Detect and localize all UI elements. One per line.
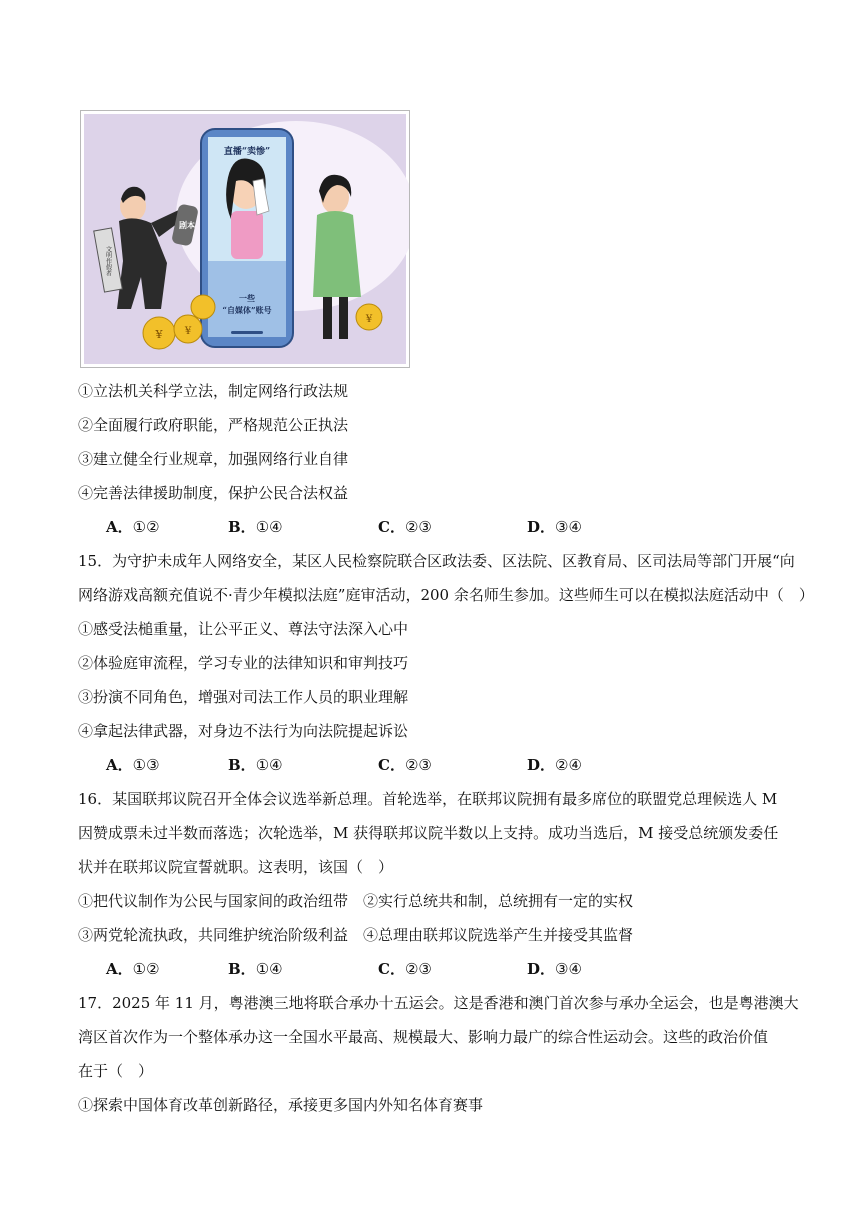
q16-options [106,959,666,979]
q16-option-b[interactable]: B．①④ [228,960,283,978]
phone-top-text: 直播“卖惨” [223,147,271,157]
q15-option-b[interactable]: B．①④ [228,756,283,774]
q15-item-2: ②体验庭审流程，学习专业的法律知识和审判技巧 [78,654,409,672]
q16-items-row-1: ①把代议制作为公民与国家间的政治纽带 ②实行总统共和制，总统拥有一定的实权 [78,892,634,910]
money-symbol: ¥ [184,326,192,337]
q16-option-c[interactable]: C．②③ [378,960,432,978]
q16-stem-line-1: 16．某国联邦议院召开全体会议选举新总理。首轮选举，在联邦议院拥有最多席位的联盟党总理候选人 M [78,790,778,808]
q16-option-a[interactable]: A．①② [106,960,160,978]
q15-stem-line-1: 15．为守护未成年人网络安全，某区人民检察院联合区政法委、区法院、区教育局、区司法局等部门开展“向 [78,552,795,570]
q17-stem-line-3: 在于（ ） [78,1062,154,1080]
q16-stem-line-2: 因赞成票未过半数而落选；次轮选举，M 获得联邦议院半数以上支持。成功当选后，M 接受总统颁发委任 [78,824,779,842]
phone-bottom-line2: “自媒体”账号 [222,305,272,315]
money-symbol: ¥ [365,314,373,325]
q14-item-4: ④完善法律援助制度，保护公民合法权益 [78,484,349,502]
q16-option-d[interactable]: D．③④ [527,960,582,978]
q15-option-d[interactable]: D．②④ [527,756,582,774]
q16-items-row-2: ③两党轮流执政，共同维护统治阶级利益 ④总理由联邦议院选举产生并接受其监督 [78,926,634,944]
q14-option-a[interactable]: A．①② [106,518,160,536]
q15-option-c[interactable]: C．②③ [378,756,432,774]
q17-stem-line-1: 17．2025 年 11 月，粤港澳三地将联合承办十五运会。这是香港和澳门首次参与承办全运会，也是粤港澳大 [78,994,799,1012]
q16-stem-line-3: 状并在联邦议院宣誓就职。这表明，该国（ ） [78,858,394,876]
q14-option-b[interactable]: B．①④ [228,518,283,536]
q15-option-a[interactable]: A．①③ [106,756,160,774]
q14-option-c[interactable]: C．②③ [378,518,432,536]
q15-item-4: ④拿起法律武器，对身边不法行为向法院提起诉讼 [78,722,409,740]
money-symbol: ¥ [155,328,163,341]
q17-item-1: ①探索中国体育改革创新路径，承接更多国内外知名体育赛事 [78,1096,484,1114]
q15-item-1: ①感受法槌重量，让公平正义、尊法守法深入心中 [78,620,409,638]
q14-options [106,517,666,537]
q14-item-2: ②全面履行政府职能，严格规范公正执法 [78,416,349,434]
q15-item-3: ③扮演不同角色，增强对司法工作人员的职业理解 [78,688,409,706]
q14-item-3: ③建立健全行业规章，加强网络行业自律 [78,450,349,468]
q17-stem-line-2: 湾区首次作为一个整体承办这一全国水平最高、规模最大、影响力最广的综合性运动会。这些的政治价值 [78,1028,769,1046]
q15-stem-line-2: 网络游戏高额充值说不·青少年模拟法庭”庭审活动，200 余名师生参加。这些师生可以在模拟法庭活动中（ ） [78,586,814,604]
phone-bottom-line1: 一些 [239,293,255,303]
q15-options [106,755,666,775]
q14-option-d[interactable]: D．③④ [527,518,582,536]
folder-label: 文明作假者 [104,246,112,276]
cartoon-illustration [80,110,410,368]
q14-item-1: ①立法机关科学立法，制定网络行政法规 [78,382,349,400]
script-label: 剧本 [179,220,195,230]
